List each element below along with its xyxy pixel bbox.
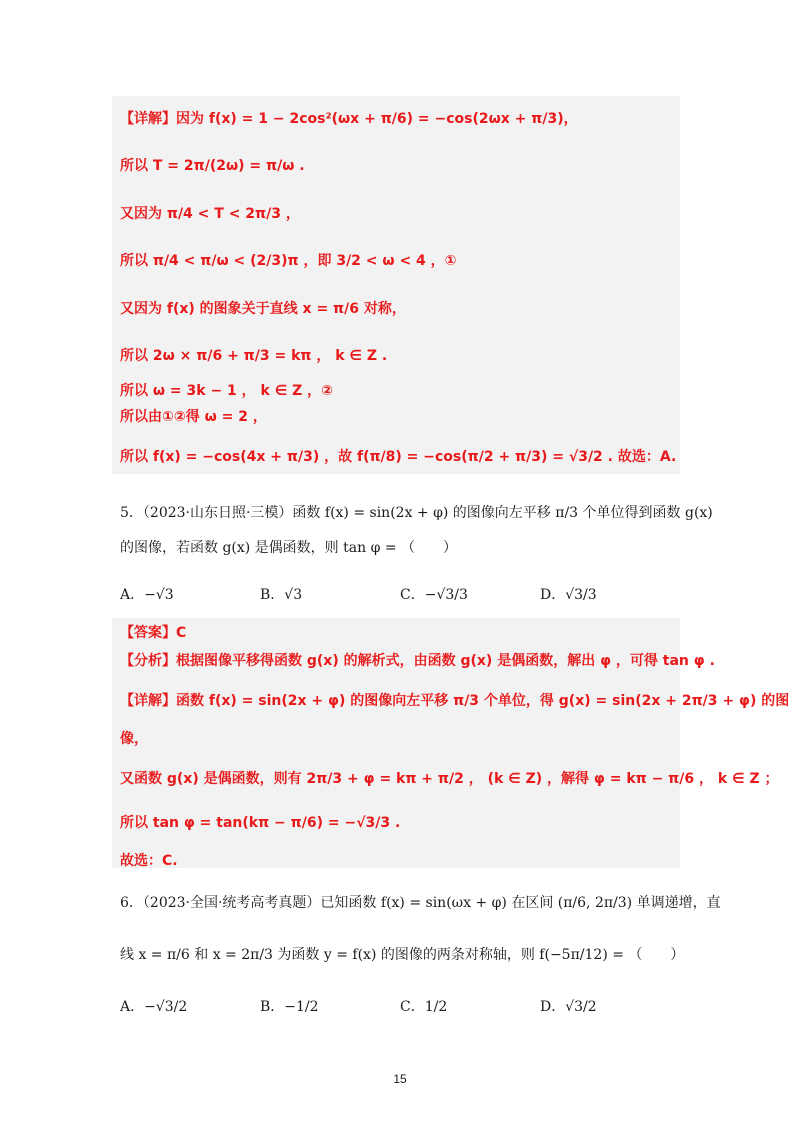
q5-option-d: D．√3/3 [540,587,597,603]
q5-stem-line-1: 5．（2023·山东日照·三模）函数 f(x) = sin(2x + φ) 的图像向左平移 π/3 个单位得到函数 g(x) [120,505,713,521]
b2-analysis: 【分析】根据图像平移得函数 g(x) 的解析式，由函数 g(x) 是偶函数，解出 φ ，可得 tan φ . [120,653,715,669]
page-number: 15 [393,1072,407,1086]
b2-answer: 【答案】C [120,625,187,641]
b1-line-2: 所以 T = 2π/(2ω) = π/ω . [120,158,305,174]
b1-line-9: 所以 f(x) = −cos(4x + π/3) ，故 f(π/8) = −cos(π/2 + π/3) = √3/2 . 故选：A. [120,449,677,465]
q6-option-c: C．1/2 [400,999,448,1015]
q6-option-a: A．−√3/2 [120,999,188,1015]
q6-stem-line-1: 6．（2023·全国·统考高考真题）已知函数 f(x) = sin(ωx + φ) 在区间 (π/6, 2π/3) 单调递增，直 [120,895,721,911]
q6-stem-line-2: 线 x = π/6 和 x = 2π/3 为函数 y = f(x) 的图像的两条对称轴，则 f(−5π/12) = （ ） [120,947,685,963]
q5-option-c: C．−√3/3 [400,587,468,603]
q5-stem-line-2: 的图像，若函数 g(x) 是偶函数，则 tan φ = （ ） [120,540,458,556]
b1-line-5: 又因为 f(x) 的图象关于直线 x = π/6 对称， [120,301,406,317]
q6-option-b: B．−1/2 [260,999,319,1015]
q5-option-a: A．−√3 [120,587,174,603]
b2-detail-line-4: 所以 tan φ = tan(kπ − π/6) = −√3/3 . [120,815,401,831]
b1-line-3: 又因为 π/4 < T < 2π/3 ， [120,206,300,222]
b2-conclusion: 故选：C. [120,853,178,869]
b2-detail-line-1: 【详解】函数 f(x) = sin(2x + φ) 的图像向左平移 π/3 个单位，得 g(x) = sin(2x + 2π/3 + φ) 的图 [120,693,790,709]
q5-option-b: B．√3 [260,587,303,603]
b1-line-1: 【详解】因为 f(x) = 1 − 2cos²(ωx + π/6) = −cos(2ωx + π/3)， [120,111,578,127]
b1-line-8: 所以由①②得 ω = 2 ， [120,409,267,425]
q6-option-d: D．√3/2 [540,999,597,1015]
b1-line-7: 所以 ω = 3k − 1 ， k ∈ Z ，② [120,383,334,399]
b2-detail-line-2: 像， [120,731,148,747]
b1-line-6: 所以 2ω × π/6 + π/3 = kπ ， k ∈ Z . [120,348,388,364]
b2-detail-line-3: 又函数 g(x) 是偶函数，则有 2π/3 + φ = kπ + π/2 ， (k ∈ Z) ，解得 φ = kπ − π/6 ， k ∈ Z ； [120,771,779,787]
b1-line-4: 所以 π/4 < π/ω < (2/3)π ，即 3/2 < ω < 4 ，① [120,253,457,269]
